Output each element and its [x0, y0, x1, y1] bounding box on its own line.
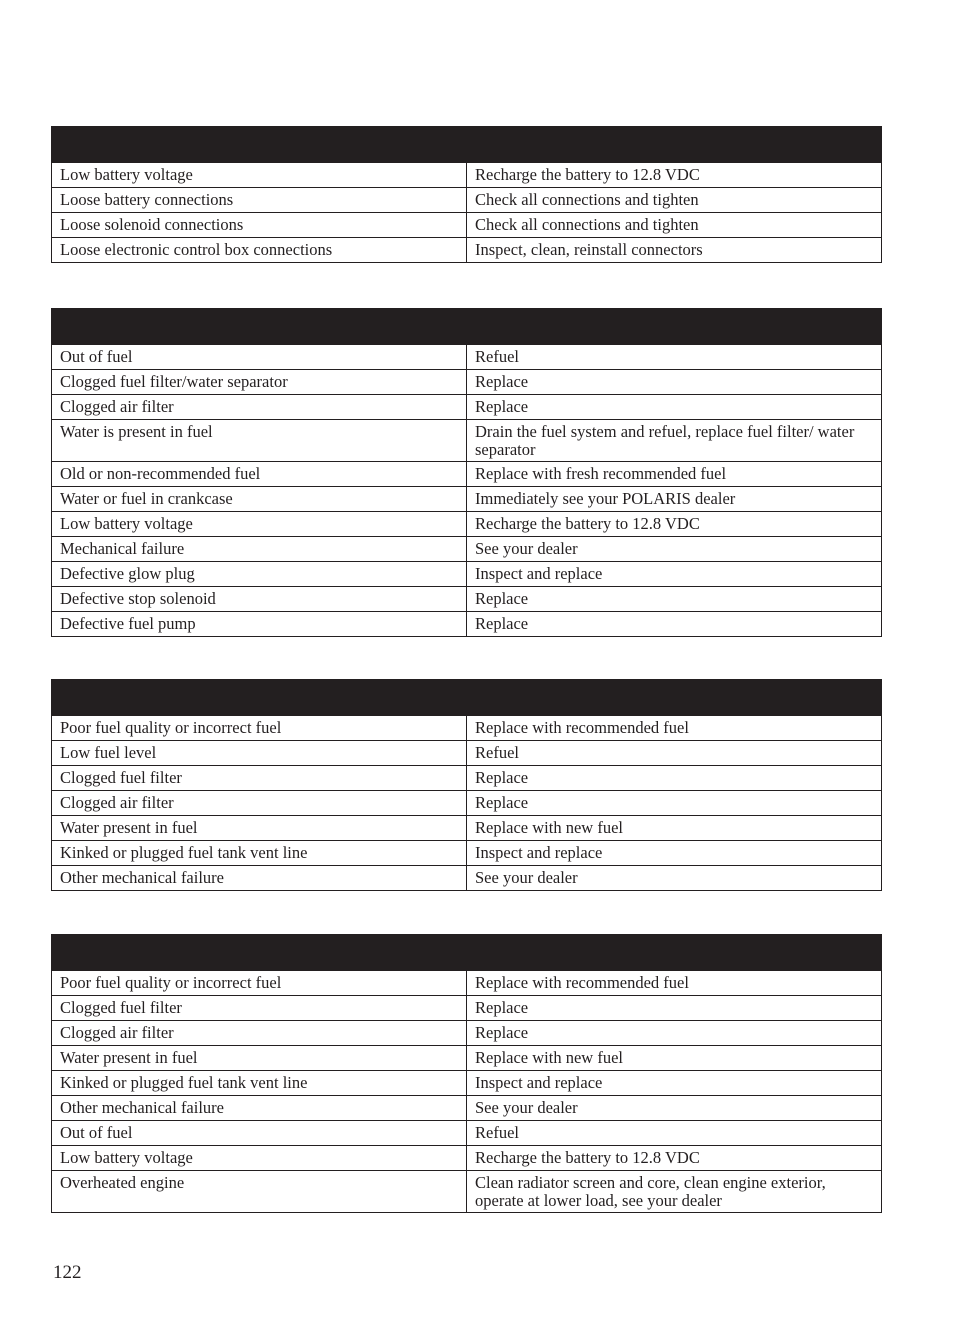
- cause-cell: Poor fuel quality or incorrect fuel: [52, 716, 467, 741]
- remedy-cell: Recharge the battery to 12.8 VDC: [467, 512, 882, 537]
- table-row: [52, 866, 882, 891]
- cause-cell: Water present in fuel: [52, 816, 467, 841]
- cause-cell: Defective stop solenoid: [52, 587, 467, 612]
- table-row: [52, 1071, 882, 1096]
- cause-cell: Mechanical failure: [52, 537, 467, 562]
- remedy-cell: Inspect and replace: [467, 1071, 882, 1096]
- table-header-cell: [52, 680, 882, 716]
- table-row: [52, 841, 882, 866]
- remedy-cell: Replace with new fuel: [467, 1046, 882, 1071]
- remedy-cell: Replace with recommended fuel: [467, 716, 882, 741]
- cause-cell: Low battery voltage: [52, 512, 467, 537]
- table-header-bar: [52, 127, 882, 163]
- cause-cell: Water present in fuel: [52, 1046, 467, 1071]
- table-row: [52, 612, 882, 637]
- table-row: [52, 562, 882, 587]
- cause-cell: Clogged fuel filter: [52, 996, 467, 1021]
- remedy-cell: Recharge the battery to 12.8 VDC: [467, 163, 882, 188]
- cause-cell: Old or non-recommended fuel: [52, 462, 467, 487]
- cause-cell: Water is present in fuel: [52, 420, 467, 462]
- table-row: [52, 345, 882, 370]
- cause-cell: Clogged air filter: [52, 1021, 467, 1046]
- remedy-cell: Check all connections and tighten: [467, 213, 882, 238]
- remedy-cell: Replace: [467, 370, 882, 395]
- cause-cell: Defective fuel pump: [52, 612, 467, 637]
- remedy-cell: See your dealer: [467, 866, 882, 891]
- cause-cell: Out of fuel: [52, 345, 467, 370]
- remedy-cell: Clean radiator screen and core, clean engine exterior, operate at lower load, see your dealer: [467, 1171, 882, 1213]
- table-header-cell: [52, 127, 882, 163]
- cause-cell: Loose solenoid connections: [52, 213, 467, 238]
- table-row: [52, 716, 882, 741]
- cause-cell: Kinked or plugged fuel tank vent line: [52, 1071, 467, 1096]
- remedy-cell: Check all connections and tighten: [467, 188, 882, 213]
- table-row: [52, 238, 882, 263]
- table-row: [52, 512, 882, 537]
- table-row: [52, 537, 882, 562]
- cause-cell: Loose electronic control box connections: [52, 238, 467, 263]
- table-row: [52, 420, 882, 462]
- cause-cell: Overheated engine: [52, 1171, 467, 1213]
- cause-cell: Water or fuel in crankcase: [52, 487, 467, 512]
- cause-cell: Out of fuel: [52, 1121, 467, 1146]
- table-row: [52, 462, 882, 487]
- remedy-cell: Replace: [467, 766, 882, 791]
- table-row: [52, 587, 882, 612]
- table-row: [52, 1146, 882, 1171]
- remedy-cell: Replace: [467, 1021, 882, 1046]
- remedy-cell: Refuel: [467, 741, 882, 766]
- remedy-cell: Inspect and replace: [467, 562, 882, 587]
- troubleshooting-table-3: [51, 679, 882, 891]
- remedy-cell: Replace: [467, 587, 882, 612]
- remedy-cell: Replace: [467, 791, 882, 816]
- remedy-cell: Refuel: [467, 345, 882, 370]
- remedy-cell: See your dealer: [467, 1096, 882, 1121]
- table-header-bar: [52, 309, 882, 345]
- cause-cell: Clogged fuel filter: [52, 766, 467, 791]
- remedy-cell: Replace with fresh recommended fuel: [467, 462, 882, 487]
- table-row: [52, 816, 882, 841]
- remedy-cell: Replace: [467, 612, 882, 637]
- cause-cell: Clogged air filter: [52, 395, 467, 420]
- cause-cell: Clogged air filter: [52, 791, 467, 816]
- cause-cell: Low battery voltage: [52, 1146, 467, 1171]
- cause-cell: Other mechanical failure: [52, 1096, 467, 1121]
- remedy-cell: Replace: [467, 996, 882, 1021]
- table-row: [52, 188, 882, 213]
- remedy-cell: Recharge the battery to 12.8 VDC: [467, 1146, 882, 1171]
- cause-cell: Loose battery connections: [52, 188, 467, 213]
- troubleshooting-table-1: [51, 126, 882, 263]
- table-header-bar: [52, 935, 882, 971]
- table-row: [52, 163, 882, 188]
- remedy-cell: Immediately see your POLARIS dealer: [467, 487, 882, 512]
- table-header-bar: [52, 680, 882, 716]
- table-row: [52, 370, 882, 395]
- cause-cell: Other mechanical failure: [52, 866, 467, 891]
- table-row: [52, 395, 882, 420]
- remedy-cell: Replace with recommended fuel: [467, 971, 882, 996]
- table-row: [52, 791, 882, 816]
- remedy-cell: See your dealer: [467, 537, 882, 562]
- cause-cell: Defective glow plug: [52, 562, 467, 587]
- table-row: [52, 1171, 882, 1213]
- remedy-cell: Drain the fuel system and refuel, replace fuel filter/ water separator: [467, 420, 882, 462]
- cause-cell: Clogged fuel filter/water separator: [52, 370, 467, 395]
- table-row: [52, 1121, 882, 1146]
- table-header-cell: [52, 309, 882, 345]
- remedy-cell: Refuel: [467, 1121, 882, 1146]
- table-row: [52, 996, 882, 1021]
- table-row: [52, 971, 882, 996]
- cause-cell: Low fuel level: [52, 741, 467, 766]
- cause-cell: Poor fuel quality or incorrect fuel: [52, 971, 467, 996]
- remedy-cell: Replace: [467, 395, 882, 420]
- table-row: [52, 766, 882, 791]
- table-row: [52, 213, 882, 238]
- page-number: 122: [53, 1262, 82, 1283]
- table-row: [52, 487, 882, 512]
- troubleshooting-table-2: [51, 308, 882, 637]
- remedy-cell: Inspect, clean, reinstall connectors: [467, 238, 882, 263]
- cause-cell: Low battery voltage: [52, 163, 467, 188]
- cause-cell: Kinked or plugged fuel tank vent line: [52, 841, 467, 866]
- remedy-cell: Replace with new fuel: [467, 816, 882, 841]
- table-row: [52, 1046, 882, 1071]
- table-row: [52, 741, 882, 766]
- remedy-cell: Inspect and replace: [467, 841, 882, 866]
- table-row: [52, 1021, 882, 1046]
- table-row: [52, 1096, 882, 1121]
- table-header-cell: [52, 935, 882, 971]
- troubleshooting-table-4: [51, 934, 882, 1213]
